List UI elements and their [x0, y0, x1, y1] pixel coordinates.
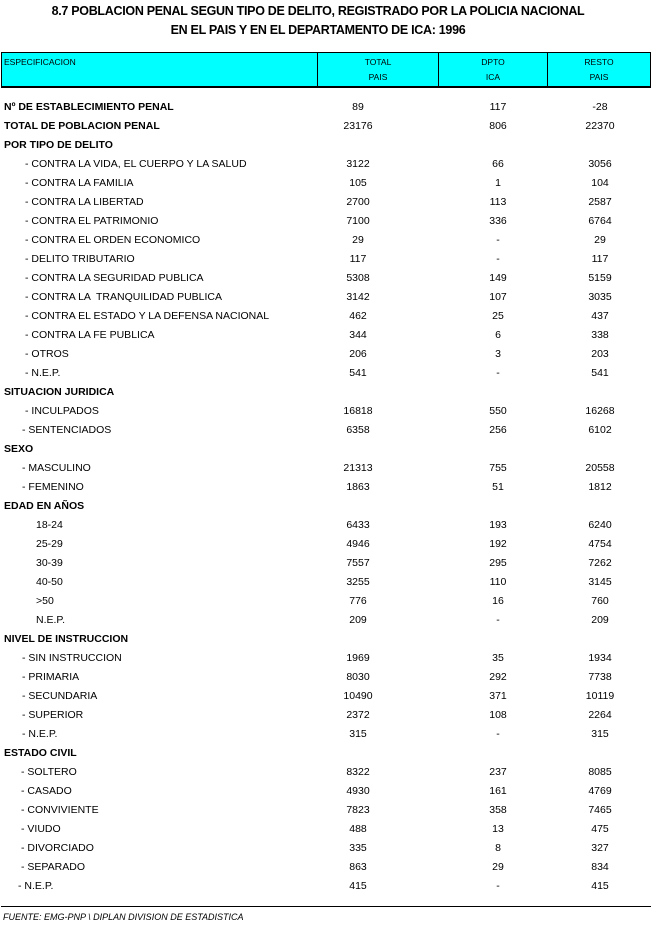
value-total-pais: 7823 — [346, 804, 370, 816]
value-dpto-ica: 6 — [495, 329, 501, 341]
value-resto-pais: 541 — [591, 367, 609, 379]
value-dpto-ica: 149 — [489, 272, 507, 284]
value-dpto-ica: 8 — [495, 842, 501, 854]
value-total-pais: 462 — [349, 310, 367, 322]
value-dpto-ica: 110 — [489, 576, 507, 588]
table-row — [0, 423, 652, 442]
value-resto-pais: 1934 — [588, 652, 612, 664]
row-label: TOTAL DE POBLACION PENAL — [4, 120, 160, 132]
table-row — [0, 328, 652, 347]
value-total-pais: 488 — [349, 823, 367, 835]
value-total-pais: 335 — [349, 842, 367, 854]
row-label: - VIUDO — [21, 823, 61, 835]
section-row — [0, 385, 652, 404]
value-resto-pais: 437 — [591, 310, 609, 322]
value-total-pais: 2700 — [346, 196, 370, 208]
value-resto-pais: 415 — [591, 880, 609, 892]
table-body — [0, 100, 652, 898]
row-label: 18-24 — [36, 519, 63, 531]
value-total-pais: 541 — [349, 367, 367, 379]
value-resto-pais: 4754 — [588, 538, 612, 550]
section-row — [0, 100, 652, 119]
value-resto-pais: 209 — [591, 614, 609, 626]
value-total-pais: 206 — [349, 348, 367, 360]
header-especificacion — [2, 53, 318, 86]
value-resto-pais: 4769 — [588, 785, 612, 797]
value-total-pais: 3122 — [346, 158, 370, 170]
value-dpto-ica: 295 — [489, 557, 507, 569]
row-label: - SEPARADO — [21, 861, 85, 873]
value-resto-pais: 3056 — [588, 158, 612, 170]
header-especificacion-label: ESPECIFICACION — [4, 57, 76, 67]
section-row — [0, 119, 652, 138]
value-total-pais: 8322 — [346, 766, 370, 778]
value-dpto-ica: 192 — [489, 538, 507, 550]
table-row — [0, 613, 652, 632]
value-total-pais: 7557 — [346, 557, 370, 569]
row-label: - N.E.P. — [25, 367, 61, 379]
value-resto-pais: 327 — [591, 842, 609, 854]
table-row — [0, 765, 652, 784]
value-resto-pais: 7738 — [588, 671, 612, 683]
table-row — [0, 803, 652, 822]
table-row — [0, 480, 652, 499]
row-label: 30-39 — [36, 557, 63, 569]
row-label: - DIVORCIADO — [21, 842, 94, 854]
row-label: NIVEL DE INSTRUCCION — [4, 633, 129, 645]
value-dpto-ica: 3 — [495, 348, 501, 360]
value-total-pais: 1863 — [346, 481, 370, 493]
section-row — [0, 632, 652, 651]
value-resto-pais: 1812 — [588, 481, 612, 493]
value-resto-pais: 3145 — [588, 576, 612, 588]
table-row — [0, 727, 652, 746]
table-row — [0, 309, 652, 328]
table-row — [0, 366, 652, 385]
value-dpto-ica: 35 — [492, 652, 504, 664]
row-label: - DELITO TRIBUTARIO — [25, 253, 135, 265]
row-label: - CASADO — [21, 785, 72, 797]
value-resto-pais: 834 — [591, 861, 609, 873]
table-row — [0, 784, 652, 803]
value-resto-pais: 29 — [594, 234, 606, 246]
table-title-line-1: 8.7 POBLACION PENAL SEGUN TIPO DE DELITO, REGISTRADO POR LA POLICIA NACIONAL — [51, 4, 585, 18]
value-resto-pais: 315 — [591, 728, 609, 740]
table-row — [0, 157, 652, 176]
value-dpto-ica: 237 — [489, 766, 507, 778]
value-total-pais: 776 — [349, 595, 367, 607]
row-label: - INCULPADOS — [25, 405, 99, 417]
table-row — [0, 575, 652, 594]
source-note: FUENTE: EMG-PNP \ DIPLAN DIVISION DE ESTADISTICA — [3, 912, 244, 922]
value-total-pais: 16818 — [343, 405, 373, 417]
header-total-line1: TOTAL — [364, 57, 392, 67]
row-label: - CONTRA LA TRANQUILIDAD PUBLICA — [25, 291, 223, 303]
value-dpto-ica: 117 — [489, 101, 507, 113]
row-label: >50 — [36, 595, 54, 607]
value-total-pais: 4946 — [346, 538, 370, 550]
value-dpto-ica: 161 — [489, 785, 507, 797]
value-resto-pais: 2587 — [588, 196, 612, 208]
table-header — [1, 52, 651, 88]
table-row — [0, 841, 652, 860]
row-label: - N.E.P. — [22, 728, 58, 740]
value-total-pais: 89 — [352, 101, 364, 113]
table-row — [0, 461, 652, 480]
table-row — [0, 651, 652, 670]
value-dpto-ica: - — [496, 614, 500, 626]
value-resto-pais: 6240 — [588, 519, 612, 531]
row-label: - FEMENINO — [22, 481, 84, 493]
value-dpto-ica: - — [496, 253, 500, 265]
row-label: - PRIMARIA — [22, 671, 80, 683]
row-label: - CONTRA LA FE PUBLICA — [25, 329, 155, 341]
value-total-pais: 3255 — [346, 576, 370, 588]
value-resto-pais: 760 — [591, 595, 609, 607]
header-total-pais — [318, 53, 439, 86]
value-dpto-ica: - — [496, 234, 500, 246]
value-total-pais: 209 — [349, 614, 367, 626]
value-dpto-ica: 29 — [492, 861, 504, 873]
table-row — [0, 233, 652, 252]
header-dpto-line2: ICA — [485, 72, 501, 82]
value-dpto-ica: 292 — [489, 671, 507, 683]
table-title-line-2: EN EL PAIS Y EN EL DEPARTAMENTO DE ICA: 1996 — [170, 23, 466, 37]
table-row — [0, 860, 652, 879]
row-label: - CONTRA EL ORDEN ECONOMICO — [25, 234, 201, 246]
table-row — [0, 252, 652, 271]
value-total-pais: 415 — [349, 880, 367, 892]
row-label: - N.E.P. — [18, 880, 54, 892]
row-label: - CONTRA LA SEGURIDAD PUBLICA — [25, 272, 204, 284]
value-dpto-ica: 1 — [495, 177, 501, 189]
value-dpto-ica: 51 — [492, 481, 504, 493]
row-label: Nº DE ESTABLECIMIENTO PENAL — [4, 101, 174, 113]
table-row — [0, 556, 652, 575]
table-row — [0, 176, 652, 195]
row-label: - SENTENCIADOS — [22, 424, 112, 436]
table-row — [0, 290, 652, 309]
section-row — [0, 746, 652, 765]
row-label: - CONTRA LA LIBERTAD — [25, 196, 144, 208]
value-resto-pais: 16268 — [585, 405, 615, 417]
row-label: - SOLTERO — [21, 766, 77, 778]
value-resto-pais: 475 — [591, 823, 609, 835]
value-dpto-ica: - — [496, 880, 500, 892]
header-resto-line1: RESTO — [584, 57, 614, 67]
header-resto-line2: PAIS — [589, 72, 609, 82]
value-total-pais: 117 — [349, 253, 367, 265]
row-label: - CONTRA LA VIDA, EL CUERPO Y LA SALUD — [25, 158, 247, 170]
section-row — [0, 138, 652, 157]
value-resto-pais: 8085 — [588, 766, 612, 778]
value-dpto-ica: - — [496, 728, 500, 740]
row-label: EDAD EN AÑOS — [4, 500, 85, 512]
value-total-pais: 315 — [349, 728, 367, 740]
row-label: - CONTRA EL PATRIMONIO — [25, 215, 159, 227]
table-row — [0, 879, 652, 898]
row-label: ESTADO CIVIL — [4, 747, 77, 759]
value-total-pais: 3142 — [346, 291, 370, 303]
section-row — [0, 499, 652, 518]
row-label: 40-50 — [36, 576, 63, 588]
value-resto-pais: 2264 — [588, 709, 612, 721]
value-dpto-ica: 806 — [489, 120, 507, 132]
table-row — [0, 195, 652, 214]
table-row — [0, 518, 652, 537]
header-total-line2: PAIS — [368, 72, 388, 82]
value-total-pais: 863 — [349, 861, 367, 873]
table-row — [0, 537, 652, 556]
table-row — [0, 594, 652, 613]
row-label: SITUACION JURIDICA — [4, 386, 115, 398]
value-dpto-ica: - — [496, 367, 500, 379]
value-total-pais: 10490 — [343, 690, 373, 702]
table-row — [0, 708, 652, 727]
footer-divider — [1, 906, 651, 907]
value-resto-pais: -28 — [592, 101, 608, 113]
table-row — [0, 404, 652, 423]
row-label: - SECUNDARIA — [22, 690, 98, 702]
row-label: - SIN INSTRUCCION — [22, 652, 122, 664]
value-total-pais: 105 — [349, 177, 367, 189]
value-total-pais: 1969 — [346, 652, 370, 664]
row-label: - SUPERIOR — [22, 709, 84, 721]
value-total-pais: 6433 — [346, 519, 370, 531]
value-total-pais: 21313 — [343, 462, 373, 474]
row-label: - OTROS — [25, 348, 69, 360]
value-dpto-ica: 113 — [489, 196, 507, 208]
value-dpto-ica: 358 — [489, 804, 507, 816]
value-total-pais: 7100 — [346, 215, 370, 227]
row-label: POR TIPO DE DELITO — [4, 139, 113, 151]
header-dpto-line1: DPTO — [481, 57, 505, 67]
value-dpto-ica: 13 — [492, 823, 504, 835]
value-dpto-ica: 16 — [492, 595, 504, 607]
value-resto-pais: 203 — [591, 348, 609, 360]
value-resto-pais: 3035 — [588, 291, 612, 303]
table-row — [0, 347, 652, 366]
value-total-pais: 5308 — [346, 272, 370, 284]
value-total-pais: 23176 — [343, 120, 373, 132]
value-dpto-ica: 336 — [489, 215, 507, 227]
value-dpto-ica: 550 — [489, 405, 507, 417]
row-label: - MASCULINO — [22, 462, 91, 474]
table-row — [0, 670, 652, 689]
value-resto-pais: 7465 — [588, 804, 612, 816]
row-label: - CONTRA EL ESTADO Y LA DEFENSA NACIONAL — [25, 310, 270, 322]
value-total-pais: 6358 — [346, 424, 370, 436]
value-resto-pais: 5159 — [588, 272, 612, 284]
row-label: 25-29 — [36, 538, 63, 550]
header-dpto-ica — [439, 53, 548, 86]
value-total-pais: 344 — [349, 329, 367, 341]
header-resto-pais — [548, 53, 650, 86]
value-resto-pais: 20558 — [585, 462, 615, 474]
value-resto-pais: 10119 — [585, 690, 615, 702]
value-dpto-ica: 193 — [489, 519, 507, 531]
value-total-pais: 2372 — [346, 709, 370, 721]
value-total-pais: 8030 — [346, 671, 370, 683]
value-dpto-ica: 755 — [489, 462, 507, 474]
value-dpto-ica: 371 — [489, 690, 507, 702]
value-dpto-ica: 25 — [492, 310, 504, 322]
value-dpto-ica: 108 — [489, 709, 507, 721]
value-dpto-ica: 107 — [489, 291, 507, 303]
value-total-pais: 4930 — [346, 785, 370, 797]
table-row — [0, 689, 652, 708]
value-resto-pais: 104 — [591, 177, 609, 189]
section-row — [0, 442, 652, 461]
value-dpto-ica: 256 — [489, 424, 507, 436]
value-resto-pais: 117 — [591, 253, 609, 265]
row-label: - CONVIVIENTE — [21, 804, 99, 816]
row-label: SEXO — [4, 443, 34, 455]
value-resto-pais: 338 — [591, 329, 609, 341]
value-resto-pais: 7262 — [588, 557, 612, 569]
value-resto-pais: 6764 — [588, 215, 612, 227]
table-row — [0, 271, 652, 290]
value-dpto-ica: 66 — [492, 158, 504, 170]
row-label: - CONTRA LA FAMILIA — [25, 177, 134, 189]
value-resto-pais: 22370 — [585, 120, 615, 132]
value-total-pais: 29 — [352, 234, 364, 246]
table-row — [0, 822, 652, 841]
value-resto-pais: 6102 — [588, 424, 612, 436]
table-row — [0, 214, 652, 233]
row-label: N.E.P. — [36, 614, 65, 626]
